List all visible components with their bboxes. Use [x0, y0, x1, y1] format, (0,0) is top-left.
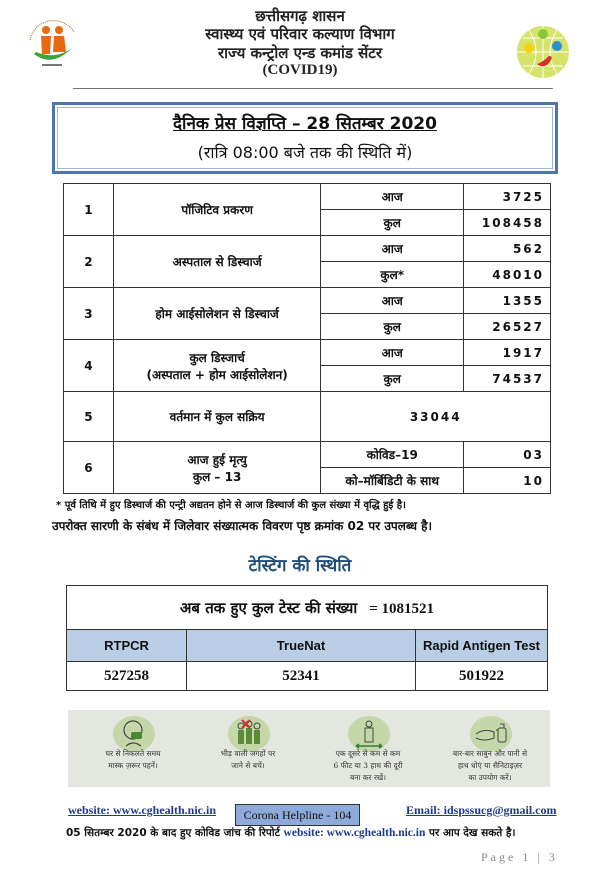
- table-row: [64, 340, 551, 366]
- footer-note: [66, 826, 516, 840]
- row-label: आज: [321, 236, 464, 262]
- footer-note-link[interactable]: website: www.cghealth.nic.in: [283, 827, 426, 839]
- row-label: कोविड–19: [321, 442, 464, 468]
- advisory-text-line: जाने से बचें।: [231, 761, 265, 770]
- header-line-1: छत्तीसगढ़ शासन: [255, 7, 345, 25]
- page-number: Page 1 | 3: [481, 850, 558, 864]
- testing-value-rtpcr: 527258: [67, 662, 187, 691]
- table-row: [64, 392, 551, 442]
- row-description: [113, 442, 321, 494]
- testing-total-cell: [67, 586, 548, 630]
- advisory-text-line: बार-बार साबुन और पानी से: [452, 749, 528, 758]
- row-value: 03: [464, 442, 551, 468]
- row-value: 1355: [464, 288, 551, 314]
- row-number: 1: [64, 184, 114, 236]
- advisory-item: [73, 710, 193, 787]
- footer-note-pre: 05 सितम्बर 2020 के बाद हुए कोविड जांच की रिपोर्ट: [66, 827, 280, 839]
- testing-values-row: [67, 662, 548, 691]
- testing-value-rapid-antigen: 501922: [416, 662, 548, 691]
- row-label: आज: [321, 288, 464, 314]
- testing-total-label: अब तक हुए कुल टेस्ट की संख्या: [179, 598, 358, 617]
- crowd-icon: [228, 716, 270, 752]
- footnote: * पूर्व तिथि में हुए डिस्चार्ज की एन्ट्री अद्यतन होने से आज डिस्चार्ज की कुल संख्या में वृद्धि हुई है।: [56, 500, 406, 511]
- advisory-item: [188, 710, 308, 787]
- testing-value-truenat: 52341: [187, 662, 416, 691]
- chhattisgarh-health-logo: [22, 12, 82, 72]
- advisory-text-line: एक दूसरे से कम से कम: [335, 749, 401, 758]
- row-label: आज: [321, 184, 464, 210]
- mask-icon: [113, 716, 155, 752]
- row-description-line-2: (अस्पताल + होम आईसोलेशन): [146, 367, 288, 382]
- row-label: कुल*: [321, 262, 464, 288]
- row-label: को–मॉर्बिडिटी के साथ: [321, 468, 464, 494]
- row-value: 3725: [464, 184, 551, 210]
- row-label: कुल: [321, 210, 464, 236]
- title-box: [52, 102, 558, 174]
- row-value: 26527: [464, 314, 551, 340]
- idsp-globe-logo: [513, 22, 573, 82]
- row-value: 74537: [464, 366, 551, 392]
- table-row: [64, 442, 551, 468]
- advisory-text-line: घर से निकलते समय: [105, 749, 161, 758]
- row-description: [113, 340, 321, 392]
- row-number: 4: [64, 340, 114, 392]
- row-number: 6: [64, 442, 114, 494]
- table-row: [64, 184, 551, 210]
- row-value: 108458: [464, 210, 551, 236]
- handwash-icon: [470, 716, 512, 752]
- row-label: कुल: [321, 366, 464, 392]
- covid-status-table: [63, 183, 551, 494]
- advisory-text-line: भीड़ वाली जगहों पर: [220, 749, 276, 758]
- table-row: [64, 236, 551, 262]
- distance-icon: [348, 716, 390, 752]
- row-description-line-1: आज हुई मृत्यु: [187, 452, 247, 467]
- footer-note-post: पर आप देख सकते है।: [429, 827, 516, 839]
- email-link[interactable]: Email: idspssucg@gmail.com: [406, 803, 557, 817]
- advisory-text-line: का उपयोग करें।: [468, 773, 512, 782]
- header-line-2: स्वास्थ्य एवं परिवार कल्याण विभाग: [205, 25, 395, 43]
- testing-total-row: [67, 586, 548, 630]
- district-note: उपरोक्त सारणी के संबंध में जिलेवार संख्यात्मक विवरण पृष्ठ क्रमांक 02 पर उपलब्ध है।: [52, 519, 433, 533]
- row-description: वर्तमान में कुल सक्रिय: [113, 392, 321, 442]
- advisory-item: [308, 710, 428, 787]
- row-value: 33044: [321, 392, 551, 442]
- row-value: 10: [464, 468, 551, 494]
- testing-header-rtpcr: RTPCR: [67, 630, 187, 662]
- page-subtitle: (रात्रि 08:00 बजे तक की स्थिति में): [197, 143, 413, 162]
- table-row: [64, 288, 551, 314]
- row-label: कुल: [321, 314, 464, 340]
- header-divider: [73, 88, 553, 89]
- testing-header-truenat: TrueNat: [187, 630, 416, 662]
- row-description-line-2: कुल – 13: [192, 469, 242, 484]
- helpline-box: Corona Helpline - 104: [235, 804, 360, 826]
- advisory-text-line: हाथ धोएं या सैनिटाइज़र: [457, 761, 523, 770]
- row-description: अस्पताल से डिस्चार्ज: [113, 236, 321, 288]
- row-number: 2: [64, 236, 114, 288]
- row-description: होम आईसोलेशन से डिस्चार्ज: [113, 288, 321, 340]
- row-description-line-1: कुल डिस्जार्च: [189, 350, 245, 365]
- testing-header-rapid-antigen: Rapid Antigen Test: [416, 630, 548, 662]
- advisory-banner: [68, 710, 550, 787]
- row-value: 1917: [464, 340, 551, 366]
- page-title: दैनिक प्रेस विज्ञप्ति – 28 सितम्बर 2020: [173, 114, 437, 134]
- testing-total-value: = 1081521: [369, 600, 435, 617]
- row-description: पॉजिटिव प्रकरण: [113, 184, 321, 236]
- row-number: 5: [64, 392, 114, 442]
- row-value: 562: [464, 236, 551, 262]
- advisory-item: [430, 710, 550, 787]
- testing-table: [66, 585, 548, 691]
- advisory-text-line: बना कर रखें।: [349, 773, 387, 782]
- header-line-3: राज्य कन्ट्रोल एन्ड कमांड सेंटर: [218, 44, 382, 62]
- advisory-text-line: मास्क ज़रूर पहनें।: [108, 761, 158, 770]
- advisory-text-line: 6 फीट या 3 हाथ की दूरी: [333, 761, 403, 770]
- testing-header-row: [67, 630, 548, 662]
- header-line-4: (COVID19): [262, 62, 338, 78]
- row-number: 3: [64, 288, 114, 340]
- row-value: 48010: [464, 262, 551, 288]
- row-label: आज: [321, 340, 464, 366]
- testing-section-title: टेस्टिंग की स्थिति: [248, 556, 352, 576]
- website-link[interactable]: website: www.cghealth.nic.in: [68, 803, 216, 817]
